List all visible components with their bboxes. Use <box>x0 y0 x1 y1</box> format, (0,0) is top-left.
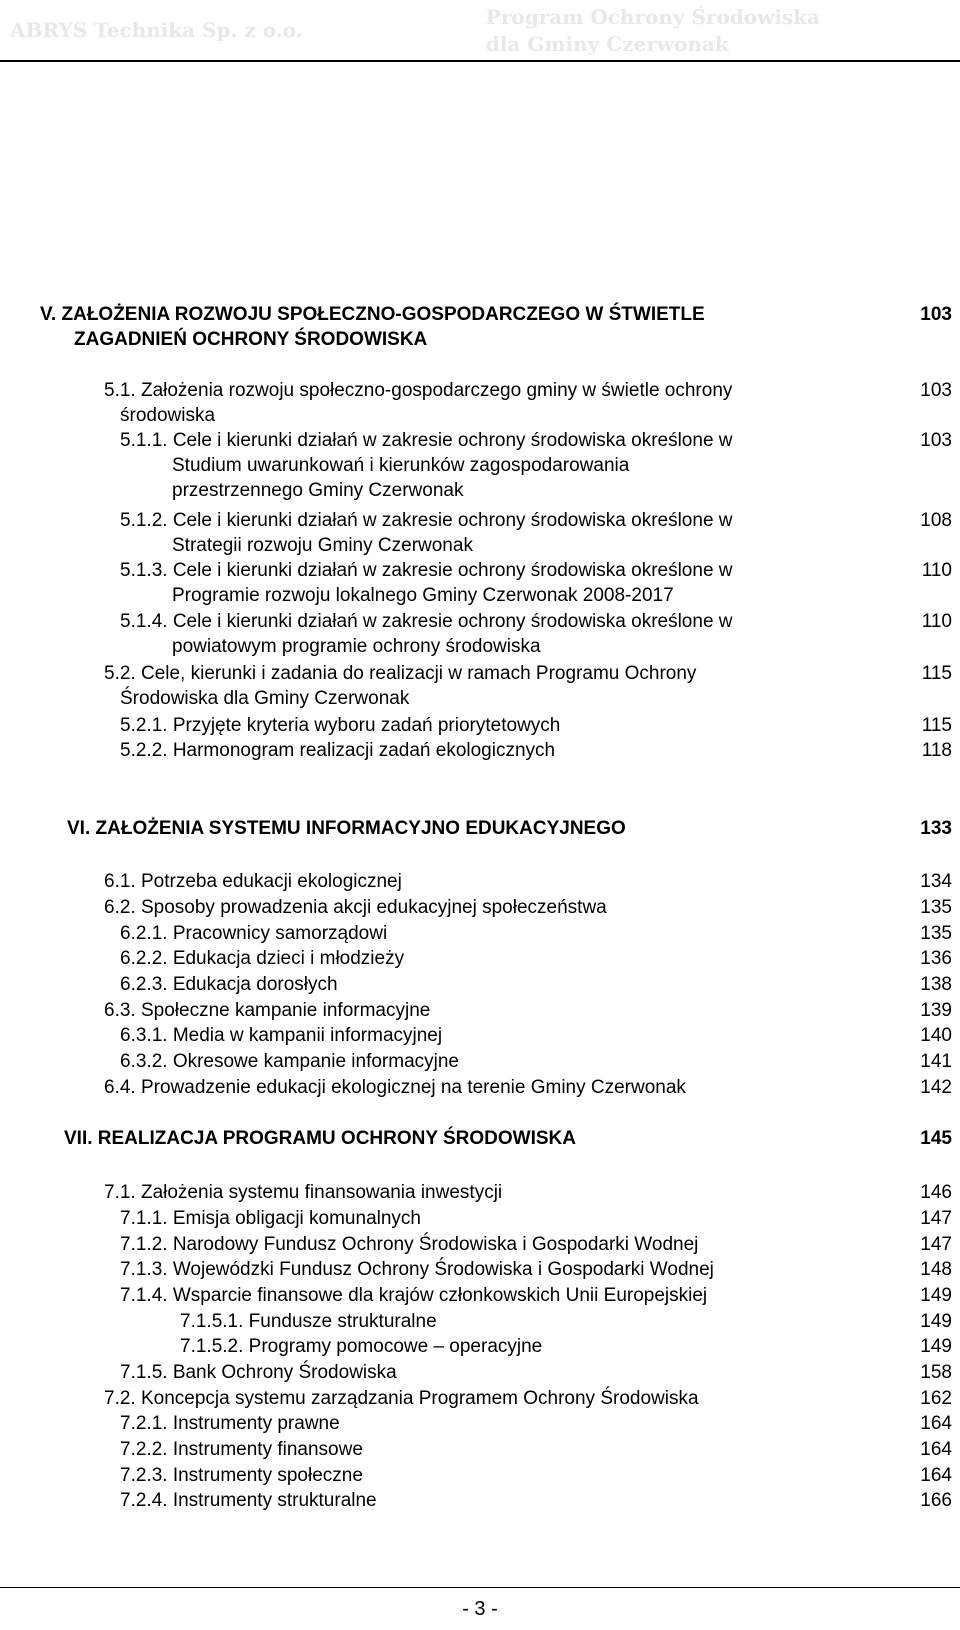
program-title <box>486 4 820 58</box>
toc-page-number: 135 <box>920 923 952 944</box>
toc-page-number: 164 <box>920 1465 952 1486</box>
toc-entry-title: VII. REALIZACJA PROGRAMU OCHRONY ŚRODOWISKA <box>64 1128 576 1149</box>
program-title-line2: dla Gminy Czerwonak <box>485 32 729 56</box>
toc-page-number: 142 <box>920 1077 952 1098</box>
toc-entry-title: 7.1.4. Wsparcie finansowe dla krajów członkowskich Unii Europejskiej <box>120 1285 708 1306</box>
toc-entry-title: 7.1.5.2. Programy pomocowe – operacyjne <box>180 1336 543 1357</box>
toc-page-number: 135 <box>920 897 952 918</box>
toc-entry-title: 7.1.5. Bank Ochrony Środowiska <box>120 1362 397 1383</box>
toc-entry-title: 7.1. Założenia systemu finansowania inwestycji <box>104 1182 503 1203</box>
toc-entry-continuation: Studium uwarunkowań i kierunków zagospodarowania <box>172 455 630 476</box>
toc-entry-continuation: powiatowym programie ochrony środowiska <box>172 636 541 657</box>
toc-entry-title: 7.2.3. Instrumenty społeczne <box>120 1465 363 1486</box>
toc-page-number: 110 <box>921 560 952 581</box>
toc-entry-title: 7.2.2. Instrumenty finansowe <box>120 1439 363 1460</box>
toc-page-number: 148 <box>920 1259 952 1280</box>
toc-entry-title: 5.1.1. Cele i kierunki działań w zakresie ochrony środowiska określone w <box>120 430 733 451</box>
toc-entry-title: 6.3.2. Okresowe kampanie informacyjne <box>120 1051 459 1072</box>
toc-entry-continuation: Środowiska dla Gminy Czerwonak <box>120 688 410 709</box>
toc-page-number: 141 <box>920 1051 952 1072</box>
toc-entry-title: V. ZAŁOŻENIA ROZWOJU SPOŁECZNO-GOSPODARCZEGO W ŚTWIETLE <box>40 304 705 325</box>
toc-page-number: 162 <box>920 1388 952 1409</box>
toc-entry-title: 7.2.4. Instrumenty strukturalne <box>120 1490 377 1511</box>
toc-entry-continuation: Programie rozwoju lokalnego Gminy Czerwonak 2008-2017 <box>172 585 674 606</box>
toc-page-number: 140 <box>920 1025 952 1046</box>
toc-page-number: 103 <box>920 430 952 451</box>
toc-page-number: 133 <box>920 818 952 839</box>
toc-page-number: 110 <box>921 611 952 632</box>
header-rule <box>0 60 960 62</box>
toc-page-number: 166 <box>920 1490 952 1511</box>
program-title-line1: Program Ochrony Środowiska <box>485 5 820 29</box>
toc-entry-title: 7.2.1. Instrumenty prawne <box>120 1413 340 1434</box>
toc-entry-title: 5.1.2. Cele i kierunki działań w zakresie ochrony środowiska określone w <box>120 510 733 531</box>
toc-page-number: 115 <box>921 663 952 684</box>
toc-page-number: 118 <box>921 740 952 761</box>
toc-page-number: 136 <box>920 948 952 969</box>
toc-page-number: 146 <box>920 1182 952 1203</box>
toc-entry-continuation: środowiska <box>120 405 216 426</box>
toc-page-number: 158 <box>920 1362 952 1383</box>
toc-entry-continuation: ZAGADNIEŃ OCHRONY ŚRODOWISKA <box>74 329 428 350</box>
toc-entry-title: 6.3. Społeczne kampanie informacyjne <box>104 1000 431 1021</box>
toc-entry-title: 6.3.1. Media w kampanii informacyjnej <box>120 1025 443 1046</box>
toc-entry-title: 6.2.3. Edukacja dorosłych <box>120 974 338 995</box>
toc-page-number: 147 <box>920 1234 952 1255</box>
toc-entry-title: 6.4. Prowadzenie edukacji ekologicznej na terenie Gminy Czerwonak <box>104 1077 686 1098</box>
toc-page-number: 149 <box>920 1311 952 1332</box>
toc-entry-title: 7.1.1. Emisja obligacji komunalnych <box>120 1208 421 1229</box>
page-header <box>0 0 960 62</box>
toc-page-number: 115 <box>921 715 952 736</box>
toc-entry-title: 6.2.2. Edukacja dzieci i młodzieży <box>120 948 405 969</box>
toc-page-number: 103 <box>920 380 952 401</box>
toc-entry-title: 7.1.2. Narodowy Fundusz Ochrony Środowiska i Gospodarki Wodnej <box>120 1234 699 1255</box>
toc-entry-continuation: Strategii rozwoju Gminy Czerwonak <box>172 535 473 556</box>
toc-entry-title: 5.1.4. Cele i kierunki działań w zakresie ochrony środowiska określone w <box>120 611 733 632</box>
toc-entry-title: 5.1.3. Cele i kierunki działań w zakresie ochrony środowiska określone w <box>120 560 733 581</box>
toc-page-number: 164 <box>920 1439 952 1460</box>
company-name: ABRYS Technika Sp. z o.o. <box>10 18 303 42</box>
toc-entry-title: 5.1. Założenia rozwoju społeczno-gospodarczego gminy w świetle ochrony <box>104 380 733 401</box>
toc-entry-title: VI. ZAŁOŻENIA SYSTEMU INFORMACYJNO EDUKACYJNEGO <box>67 818 626 839</box>
toc-page-number: 164 <box>920 1413 952 1434</box>
toc-page-number: 138 <box>920 974 952 995</box>
toc-page-number: 108 <box>920 510 952 531</box>
toc-entry-title: 7.1.5.1. Fundusze strukturalne <box>180 1311 437 1332</box>
toc-page-number: 149 <box>920 1285 952 1306</box>
toc-page-number: 103 <box>920 304 952 325</box>
toc-entry-title: 7.1.3. Wojewódzki Fundusz Ochrony Środowiska i Gospodarki Wodnej <box>120 1259 714 1280</box>
toc-entry-continuation: przestrzennego Gminy Czerwonak <box>172 480 464 501</box>
toc-page-number: 149 <box>920 1336 952 1357</box>
toc-entry-title: 5.2.1. Przyjęte kryteria wyboru zadań priorytetowych <box>120 715 561 736</box>
toc-entry-title: 5.2. Cele, kierunki i zadania do realizacji w ramach Programu Ochrony <box>104 663 697 684</box>
toc-page-number: 145 <box>920 1128 952 1149</box>
toc-page-number: 134 <box>920 871 952 892</box>
footer-rule <box>0 1587 960 1588</box>
toc-entry-title: 6.1. Potrzeba edukacji ekologicznej <box>104 871 402 892</box>
toc-page-number: 147 <box>920 1208 952 1229</box>
toc-entry-title: 6.2. Sposoby prowadzenia akcji edukacyjnej społeczeństwa <box>104 897 607 918</box>
toc-entry-title: 5.2.2. Harmonogram realizacji zadań ekologicznych <box>120 740 556 761</box>
toc-page-number: 139 <box>920 1000 952 1021</box>
toc-entry-title: 7.2. Koncepcja systemu zarządzania Programem Ochrony Środowiska <box>104 1388 699 1409</box>
toc-entry-title: 6.2.1. Pracownicy samorządowi <box>120 923 388 944</box>
page-number: - 3 - <box>462 1598 498 1620</box>
